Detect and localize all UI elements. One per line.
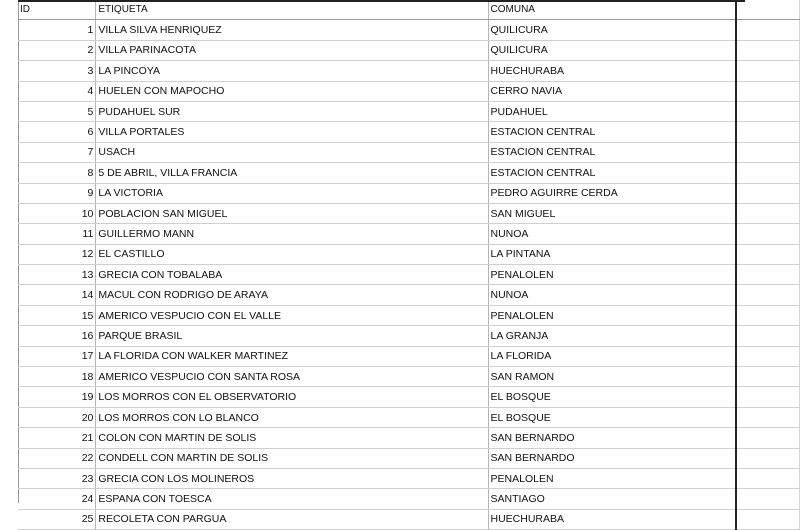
table-row	[18, 326, 800, 346]
cell-etiqueta[interactable]: MACUL CON RODRIGO DE ARAYA	[96, 285, 488, 305]
empty-cell[interactable]	[736, 285, 800, 305]
cell-id[interactable]: 9	[18, 183, 96, 203]
cell-id[interactable]: 24	[18, 489, 96, 509]
empty-cell[interactable]	[736, 203, 800, 223]
table-row	[18, 122, 800, 142]
empty-cell[interactable]	[736, 163, 800, 183]
table-row	[18, 305, 800, 325]
empty-cell[interactable]	[736, 305, 800, 325]
table-row	[18, 265, 800, 285]
data-table	[18, 0, 800, 530]
empty-cell[interactable]	[736, 407, 800, 427]
cell-etiqueta[interactable]: COLON CON MARTIN DE SOLIS	[96, 428, 488, 448]
cell-comuna[interactable]: QUILICURA	[488, 40, 735, 60]
empty-cell[interactable]	[736, 367, 800, 387]
cell-comuna[interactable]: SAN MIGUEL	[488, 203, 735, 223]
table-row	[18, 448, 800, 468]
cell-etiqueta[interactable]: LOS MORROS CON EL OBSERVATORIO	[96, 387, 488, 407]
table-row	[18, 101, 800, 121]
empty-cell[interactable]	[736, 244, 800, 264]
header-cell-id[interactable]: ID	[18, 0, 96, 20]
cell-id[interactable]: 3	[18, 61, 96, 81]
table-row	[18, 244, 800, 264]
table-row	[18, 61, 800, 81]
empty-cell[interactable]	[736, 61, 800, 81]
cell-comuna[interactable]: LA FLORIDA	[488, 346, 735, 366]
cell-comuna[interactable]: PUDAHUEL	[488, 101, 735, 121]
cell-comuna[interactable]: NUNOA	[488, 285, 735, 305]
cell-comuna[interactable]: PEDRO AGUIRRE CERDA	[488, 183, 735, 203]
header-cell-comuna[interactable]: COMUNA	[488, 0, 735, 20]
cell-comuna[interactable]: SAN BERNARDO	[488, 448, 735, 468]
cell-id[interactable]: 16	[18, 326, 96, 346]
cell-comuna[interactable]: PENALOLEN	[488, 265, 735, 285]
cell-etiqueta[interactable]: EL CASTILLO	[96, 244, 488, 264]
empty-cell[interactable]	[736, 387, 800, 407]
empty-cell[interactable]	[736, 224, 800, 244]
empty-cell[interactable]	[736, 142, 800, 162]
cell-etiqueta[interactable]: LA VICTORIA	[96, 183, 488, 203]
cell-id[interactable]: 7	[18, 142, 96, 162]
empty-cell[interactable]	[736, 265, 800, 285]
selection-top-border	[18, 0, 745, 2]
cell-etiqueta[interactable]: AMERICO VESPUCIO CON SANTA ROSA	[96, 367, 488, 387]
cell-etiqueta[interactable]: RECOLETA CON PARGUA	[96, 509, 488, 529]
table-row	[18, 81, 800, 101]
table-row	[18, 367, 800, 387]
cell-comuna[interactable]: SANTIAGO	[488, 489, 735, 509]
cell-etiqueta[interactable]: LOS MORROS CON LO BLANCO	[96, 407, 488, 427]
cell-id[interactable]: 11	[18, 224, 96, 244]
cell-comuna[interactable]: SAN BERNARDO	[488, 428, 735, 448]
cell-id[interactable]: 13	[18, 265, 96, 285]
cell-id[interactable]: 19	[18, 387, 96, 407]
cell-id[interactable]: 22	[18, 448, 96, 468]
cell-etiqueta[interactable]: POBLACION SAN MIGUEL	[96, 203, 488, 223]
cell-id[interactable]: 21	[18, 428, 96, 448]
cell-etiqueta[interactable]: PUDAHUEL SUR	[96, 101, 488, 121]
empty-cell[interactable]	[736, 468, 800, 488]
empty-cell[interactable]	[736, 489, 800, 509]
cell-id[interactable]: 10	[18, 203, 96, 223]
cell-etiqueta[interactable]: USACH	[96, 142, 488, 162]
table-row	[18, 346, 800, 366]
cell-comuna[interactable]: LA GRANJA	[488, 326, 735, 346]
cell-id[interactable]: 14	[18, 285, 96, 305]
empty-cell[interactable]	[736, 448, 800, 468]
cell-etiqueta[interactable]: PARQUE BRASIL	[96, 326, 488, 346]
cell-id[interactable]: 17	[18, 346, 96, 366]
header-cell-etiqueta[interactable]: ETIQUETA	[96, 0, 488, 20]
cell-comuna[interactable]: EL BOSQUE	[488, 407, 735, 427]
cell-id[interactable]: 1	[18, 20, 96, 40]
table-row	[18, 163, 800, 183]
cell-comuna[interactable]: ESTACION CENTRAL	[488, 142, 735, 162]
table-row	[18, 40, 800, 60]
table-row	[18, 285, 800, 305]
cell-id[interactable]: 4	[18, 81, 96, 101]
cell-id[interactable]: 18	[18, 367, 96, 387]
table-row	[18, 428, 800, 448]
empty-cell[interactable]	[736, 101, 800, 121]
cell-etiqueta[interactable]: LA PINCOYA	[96, 61, 488, 81]
cell-comuna[interactable]: LA PINTANA	[488, 244, 735, 264]
table-row	[18, 142, 800, 162]
empty-cell[interactable]	[736, 122, 800, 142]
empty-cell[interactable]	[736, 509, 800, 529]
cell-etiqueta[interactable]: GRECIA CON LOS MOLINEROS	[96, 468, 488, 488]
empty-cell[interactable]	[736, 326, 800, 346]
cell-etiqueta[interactable]: HUELEN CON MAPOCHO	[96, 81, 488, 101]
cell-etiqueta[interactable]: GUILLERMO MANN	[96, 224, 488, 244]
table-row	[18, 224, 800, 244]
cell-id[interactable]: 8	[18, 163, 96, 183]
table-row	[18, 407, 800, 427]
empty-cell[interactable]	[736, 346, 800, 366]
cell-etiqueta[interactable]: VILLA PARINACOTA	[96, 40, 488, 60]
cell-comuna[interactable]: SAN RAMON	[488, 367, 735, 387]
cell-comuna[interactable]: PENALOLEN	[488, 305, 735, 325]
cell-id[interactable]: 20	[18, 407, 96, 427]
table-body	[18, 0, 800, 530]
cell-etiqueta[interactable]: LA FLORIDA CON WALKER MARTINEZ	[96, 346, 488, 366]
cell-id[interactable]: 25	[18, 509, 96, 529]
cell-id[interactable]: 15	[18, 305, 96, 325]
cell-id[interactable]: 5	[18, 101, 96, 121]
empty-cell[interactable]	[736, 20, 800, 40]
cell-id[interactable]: 23	[18, 468, 96, 488]
cell-id[interactable]: 12	[18, 244, 96, 264]
cell-etiqueta[interactable]: ESPANA CON TOESCA	[96, 489, 488, 509]
cell-id[interactable]: 6	[18, 122, 96, 142]
cell-etiqueta[interactable]: CONDELL CON MARTIN DE SOLIS	[96, 448, 488, 468]
empty-cell[interactable]	[736, 81, 800, 101]
cell-etiqueta[interactable]: VILLA SILVA HENRIQUEZ	[96, 20, 488, 40]
cell-etiqueta[interactable]: 5 DE ABRIL, VILLA FRANCIA	[96, 163, 488, 183]
cell-comuna[interactable]: NUNOA	[488, 224, 735, 244]
cell-comuna[interactable]: HUECHURABA	[488, 509, 735, 529]
cell-comuna[interactable]: EL BOSQUE	[488, 387, 735, 407]
cell-comuna[interactable]: ESTACION CENTRAL	[488, 122, 735, 142]
table-row	[18, 183, 800, 203]
cell-etiqueta[interactable]: VILLA PORTALES	[96, 122, 488, 142]
cell-comuna[interactable]: ESTACION CENTRAL	[488, 163, 735, 183]
cell-id[interactable]: 2	[18, 40, 96, 60]
empty-cell[interactable]	[736, 183, 800, 203]
header-row	[18, 0, 800, 20]
table-row	[18, 509, 800, 529]
empty-cell[interactable]	[736, 40, 800, 60]
cell-comuna[interactable]: HUECHURABA	[488, 61, 735, 81]
cell-etiqueta[interactable]: GRECIA CON TOBALABA	[96, 265, 488, 285]
table-row	[18, 20, 800, 40]
cell-comuna[interactable]: PENALOLEN	[488, 468, 735, 488]
cell-etiqueta[interactable]: AMERICO VESPUCIO CON EL VALLE	[96, 305, 488, 325]
cell-comuna[interactable]: QUILICURA	[488, 20, 735, 40]
table-row	[18, 489, 800, 509]
table-row	[18, 387, 800, 407]
empty-cell[interactable]	[736, 428, 800, 448]
table-row	[18, 203, 800, 223]
cell-comuna[interactable]: CERRO NAVIA	[488, 81, 735, 101]
empty-cell[interactable]	[736, 0, 800, 20]
table-row	[18, 468, 800, 488]
